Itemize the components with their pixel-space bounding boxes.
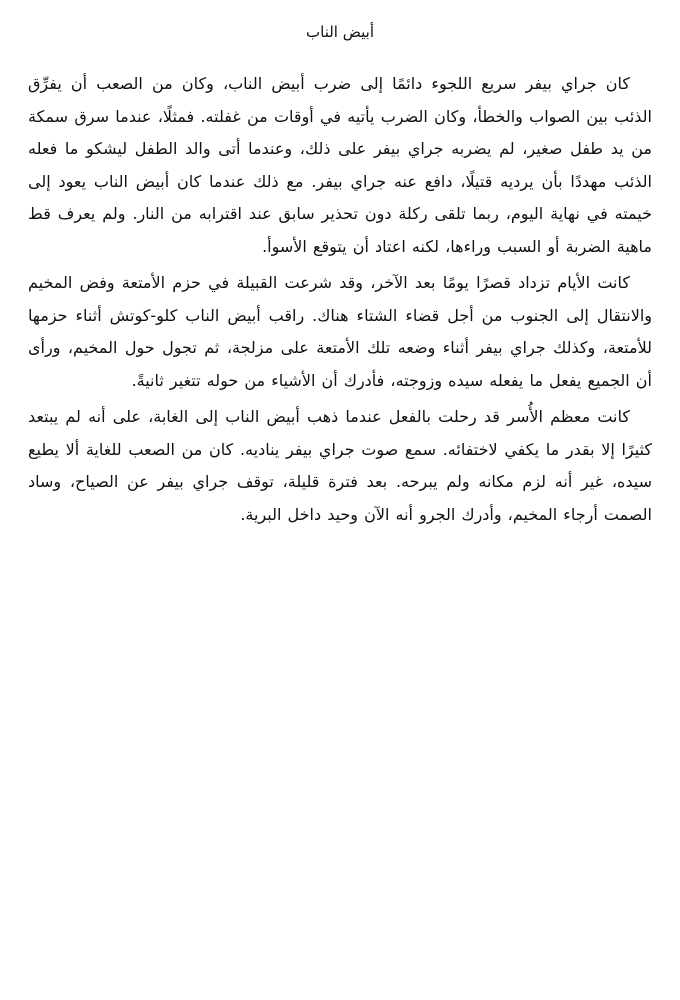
paragraph-3: كانت معظم الأُسر قد رحلت بالفعل عندما ذهب أبيض الناب إلى الغابة، على أنه لم يبتعد كثيرًا إلا بقدر ما يكفي لاختفائه. سمع صوت جراي بيفر يناديه. كان من الصعب للغاية ألا يطيع سيده، غير أنه لزم مكانه ولم يبرحه. بعد فترة قليلة، توقف جراي بيفر عن الصياح، وساد الصمت أرجاء المخيم، وأدرك الجرو أنه الآن وحيد داخل البرية.: [28, 407, 652, 524]
body-text: [28, 68, 652, 535]
paragraph-2: كانت الأيام تزداد قصرًا يومًا بعد الآخر، وقد شرعت القبيلة في حزم الأمتعة وفض المخيم والانتقال إلى الجنوب من أجل قضاء الشتاء هناك. راقب أبيض الناب كلو-كوتش أثناء حزمها للأمتعة، وكذلك جراي بيفر أثناء وضعه تلك الأمتعة على مزلجة، ثم تجول حول المخيم، ورأى أن الجميع يفعل ما يفعله سيده وزوجته، فأدرك أن الأشياء من حوله تتغير ثانيةً.: [28, 273, 652, 390]
running-header-title: أبيض الناب: [306, 23, 374, 41]
paragraph-1: كان جراي بيفر سريع اللجوء دائمًا إلى ضرب أبيض الناب، وكان من الصعب أن يفرِّق الذئب بين الصواب والخطأ، وكان الضرب يأتيه في أوقات من غفلته. فمثلًا، عندما سرق سمكة من يد طفل صغير، لم يضربه جراي بيفر على ذلك، وعندما أتى والد الطفل ليشكو ما فعله الذئب مهددًا بأن يرديه قتيلًا، دافع عنه جراي بيفر. مع ذلك عندما كان أبيض الناب يعود إلى خيمته في نهاية اليوم، ربما تلقى ركلة دون تحذير سابق عند اقترابه من النار. ولم يعرف قط ماهية الضربة أو السبب وراءها، لكنه اعتاد أن يتوقع الأسوأ.: [28, 74, 652, 256]
